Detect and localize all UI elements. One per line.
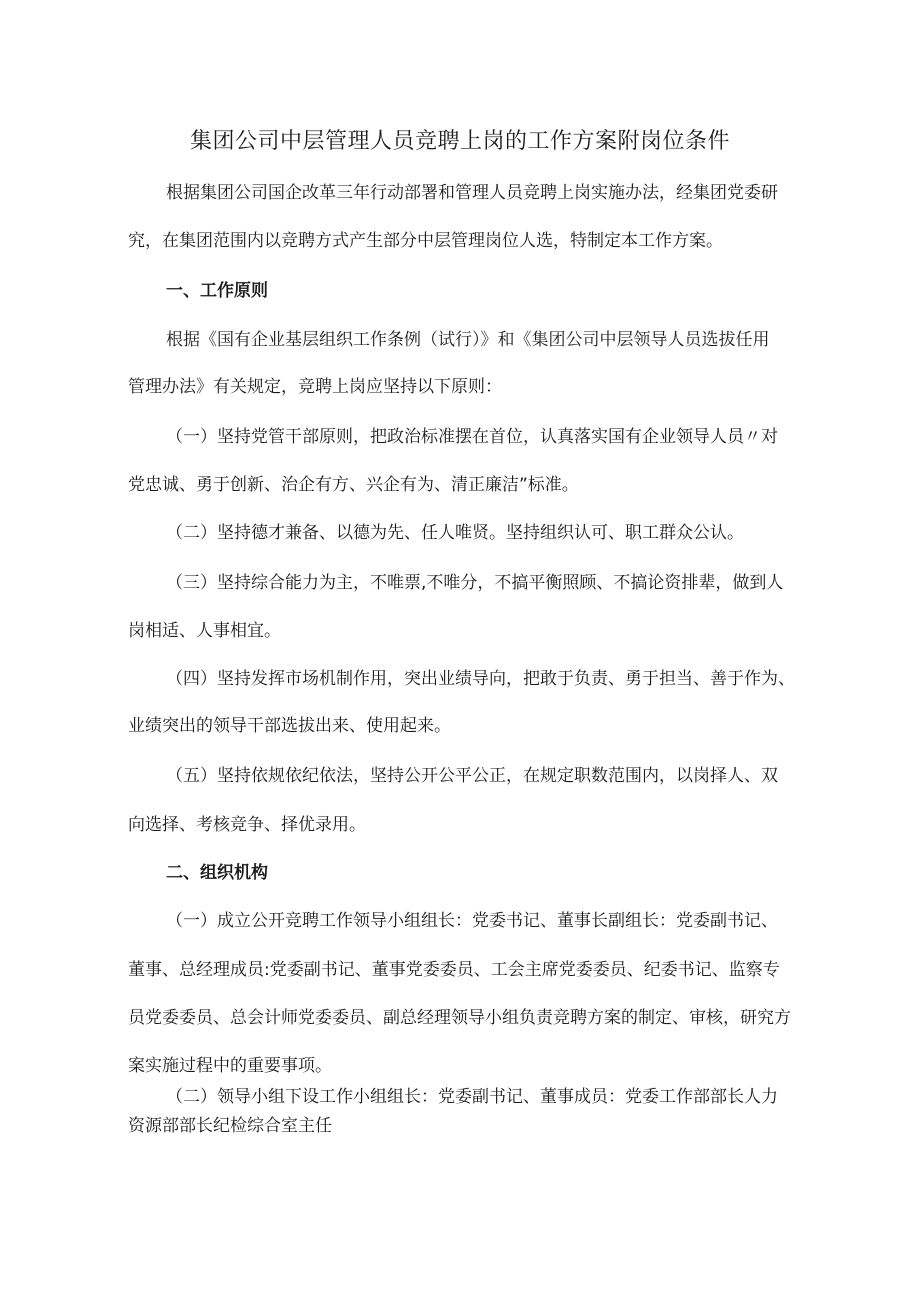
- organization-1-line-4: 案实施过程中的重要事项。: [128, 1056, 332, 1076]
- organization-1-line-3: 员党委委员、总会计师党委委员、副总经理领导小组负责竞聘方案的制定、审核，研究方: [128, 1008, 791, 1028]
- document-title: 集团公司中层管理人员竞聘上岗的工作方案附岗位条件: [189, 129, 730, 154]
- principle-2-line-1: （二）坚持德才兼备、以德为先、任人唯贤。坚持组织认可、职工群众公认。: [166, 523, 744, 543]
- principle-5-line-1: （五）坚持依规依纪依法，坚持公开公平公正，在规定职数范围内，以岗择人、双: [166, 766, 778, 786]
- paragraph-intro-line-1: 根据集团公司国企改革三年行动部署和管理人员竞聘上岗实施办法，经集团党委研: [166, 183, 778, 203]
- organization-1-line-1: （一）成立公开竞聘工作领导小组组长：党委书记、董事长副组长：党委副书记、: [166, 911, 778, 931]
- principle-1-line-2: 党忠诚、勇于创新、治企有方、兴企有为、清正廉洁”标准。: [128, 475, 579, 495]
- principle-3-line-2: 岗相适、人事相宜。: [128, 621, 281, 641]
- section-heading-principles: 一、工作原则: [166, 281, 268, 301]
- principle-4-line-2: 业绩突出的领导干部选拔出来、使用起来。: [128, 716, 451, 736]
- principle-1-line-1: （一）坚持党管干部原则，把政治标准摆在首位，认真落实国有企业领导人员〃对: [166, 427, 778, 447]
- principle-5-line-2: 向选择、考核竞争、择优录用。: [128, 815, 366, 835]
- paragraph-principles-intro-line-2: 管理办法》有关规定，竞聘上岗应坚持以下原则：: [128, 377, 502, 397]
- section-heading-organization: 二、组织机构: [166, 863, 268, 883]
- principle-4-line-1: （四）坚持发挥市场机制作用，突出业绩导向，把敢于负责、勇于担当、善于作为、: [166, 669, 795, 689]
- paragraph-principles-intro-line-1: 根据《国有企业基层组织工作条例（试行）》和《集团公司中层领导人员选拔任用: [166, 330, 770, 350]
- organization-2-line-2: 资源部部长纪检综合室主任: [128, 1116, 332, 1136]
- organization-2-line-1: （二）领导小组下设工作小组组长：党委副书记、董事成员：党委工作部部长人力: [166, 1087, 778, 1107]
- paragraph-intro-line-2: 究，在集团范围内以竞聘方式产生部分中层管理岗位人选，特制定本工作方案。: [128, 231, 723, 251]
- principle-3-line-1: （三）坚持综合能力为主，不唯票,不唯分，不搞平衡照顾、不搞论资排辈，做到人: [166, 573, 784, 593]
- organization-1-line-2: 董事、总经理成员:党委副书记、董事党委委员、工会主席党委委员、纪委书记、监察专: [128, 960, 780, 980]
